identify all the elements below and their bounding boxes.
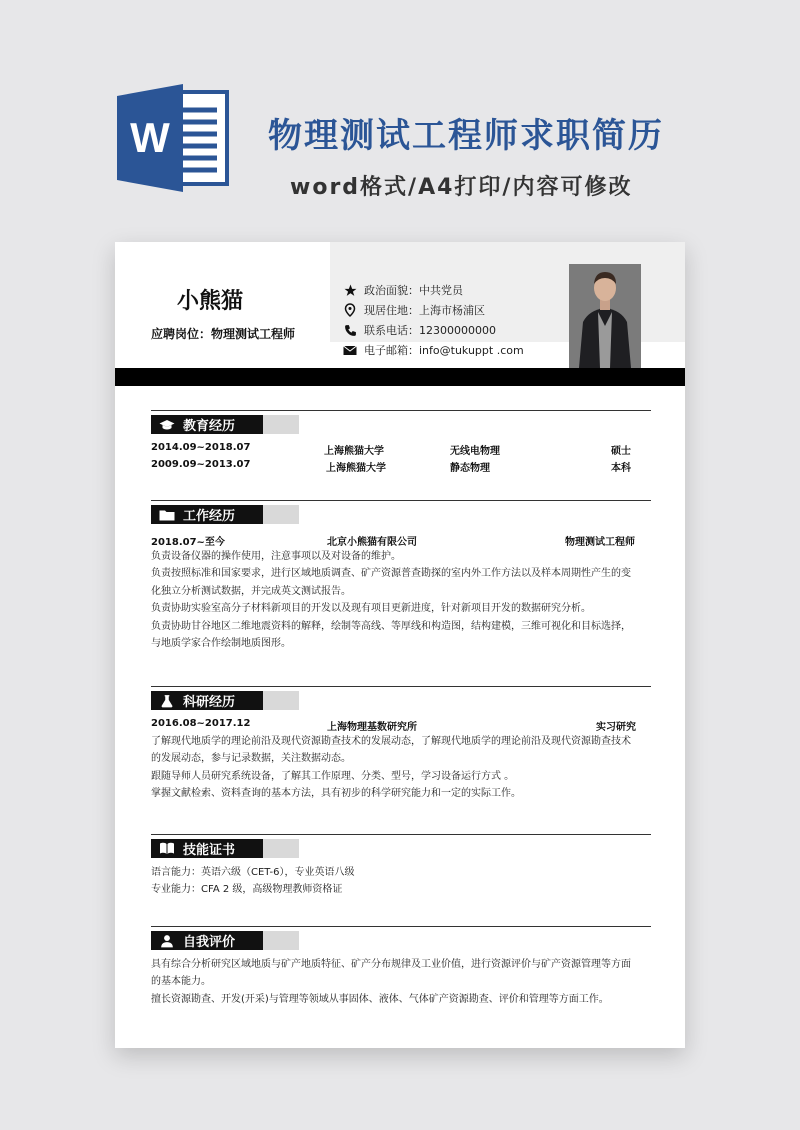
self-eval-section-header xyxy=(151,926,651,950)
info-residence: 现居住地：上海市杨浦区 xyxy=(341,300,524,320)
banner-title: 物理测试工程师求职简历 xyxy=(268,116,664,156)
self-eval-description: 具有综合分析研究区域地质与矿产地质特征、矿产分布规律及工业价值，进行资源评价与矿产资源管理等方面 的基本能力。 擅长资源勘查、开发(开采)与管理等领域从事固体、液体、气体矿产资源勘查、评价和管理等方面工作。 xyxy=(151,959,631,1005)
section-title: 工作经历 xyxy=(183,509,236,524)
education-row: 2009.09~2013.07 上海熊猫大学 静态物理 本科 xyxy=(151,459,631,474)
work-description: 负责设备仪器的操作使用，注意事项以及对设备的维护。 负责按照标准和国家要求，进行区域地质调查、矿产资源普查勘探的室内外工作方法以及样本周期性产生的变 化独立分析测试数据，并完成英文测试报告。 负责协助实验室高分子材料新项目的开发以及现有项目更新进度，针对新项目开发的数据研究分析。 负责协助甘谷地区二维地震资料的解释，绘制等高线、等厚线和构造图，结构建模，三维可视化和目标选择， 与地质学家合作绘制地质图形。 xyxy=(151,551,631,650)
word-icon xyxy=(117,84,231,192)
location-icon xyxy=(341,303,359,317)
info-phone: 联系电话：12300000000 xyxy=(341,320,524,340)
education-section-header xyxy=(151,410,651,434)
work-section-header xyxy=(151,500,651,524)
section-title: 教育经历 xyxy=(183,419,236,434)
research-description: 了解现代地质学的理论前沿及现代资源勘查技术的发展动态，了解现代地质学的理论前沿及现代资源勘查技术 的发展动态，参与记录数据，关注数据动态。 跟随导师人员研究系统设备，了解其工作原理、分类、型号，学习设备运行方式 。 掌握文献检索、资料查询的基本方法，具有初步的科学研究能力和一定的实际工作。 xyxy=(151,736,631,800)
skills-description: 语言能力：英语六级（CET-6），专业英语八级 专业能力：CFA 2 级，高级物理教师资格证 xyxy=(151,867,355,896)
header-divider-bar xyxy=(115,368,685,386)
person-icon xyxy=(157,934,177,948)
skills-section-header xyxy=(151,834,651,858)
svg-text:W: W xyxy=(130,114,170,161)
apply-position: 应聘岗位：物理测试工程师 xyxy=(151,327,296,341)
info-political: 政治面貌：中共党员 xyxy=(341,280,524,300)
education-row: 2014.09~2018.07 上海熊猫大学 无线电物理 硕士 xyxy=(151,442,631,457)
flask-icon xyxy=(157,694,177,708)
resume-page xyxy=(115,242,685,1048)
contact-info xyxy=(341,280,524,360)
work-row: 2018.07~至今 北京小熊猫有限公司 物理测试工程师 xyxy=(151,537,635,548)
folder-icon xyxy=(157,509,177,521)
mail-icon xyxy=(341,345,359,356)
graduation-cap-icon xyxy=(157,419,177,431)
candidate-name: 小熊猫 xyxy=(177,289,244,314)
section-title: 自我评价 xyxy=(183,935,236,950)
section-title: 技能证书 xyxy=(183,843,236,858)
book-icon xyxy=(157,842,177,855)
research-section-header xyxy=(151,686,651,710)
section-title: 科研经历 xyxy=(183,695,236,710)
banner-subtitle: word格式/A4打印/内容可修改 xyxy=(290,175,633,200)
star-icon xyxy=(341,284,359,297)
profile-photo xyxy=(569,264,641,368)
research-row: 2016.08~2017.12 上海物理基数研究所 实习研究 xyxy=(151,718,636,733)
info-email: 电子邮箱：info@tukuppt .com xyxy=(341,340,524,360)
phone-icon xyxy=(341,324,359,337)
